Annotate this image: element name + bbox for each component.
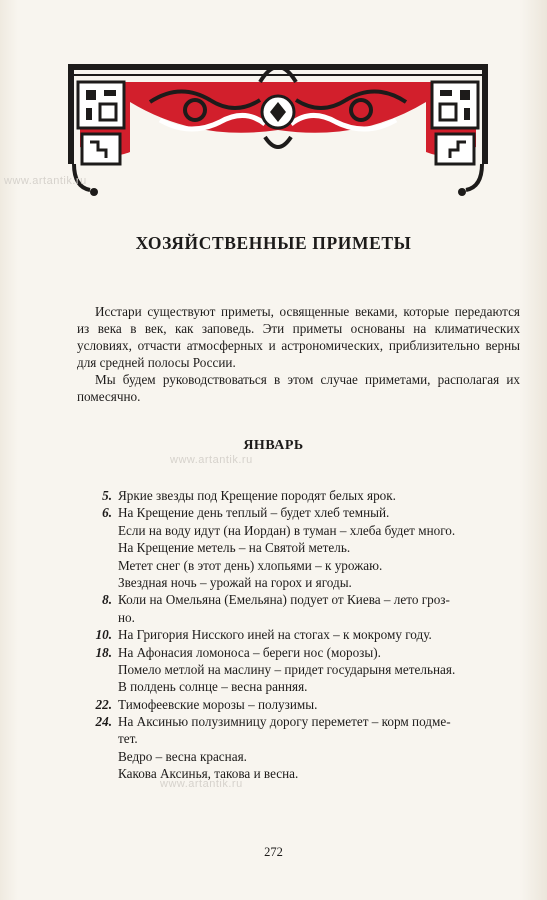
day-number: 6. (102, 505, 112, 521)
list-item (80, 626, 522, 643)
page-number: 272 (264, 845, 283, 859)
omen-text: Если на воду идут (на Иордан) в туман – хлеба будет много. (118, 522, 456, 538)
day-number (80, 748, 118, 765)
list-item (80, 713, 522, 730)
intro-paragraph: Мы будем руководствоваться в этом случае приметами, располагая их помесячно. (77, 372, 520, 404)
list-item (80, 609, 522, 626)
omen-text: На Аксинью полузимницу дорогу переметет – корм подме- (118, 714, 451, 730)
omen-text: В полдень солнце – весна ранняя. (118, 679, 308, 695)
watermark: www.artantik.ru (170, 454, 253, 466)
day-number (80, 557, 118, 574)
list-item (80, 644, 522, 661)
day-number (80, 539, 118, 556)
month-heading: ЯНВАРЬ (243, 438, 304, 453)
omen-text: На Афонасия ломоноса – береги нос (морозы). (118, 644, 381, 660)
omen-text: На Крещение день теплый – будет хлеб темный. (118, 505, 390, 521)
list-item (80, 557, 522, 574)
omen-text: Метет снег (в этот день) хлопьями – к урожаю. (118, 557, 383, 573)
day-number: 8. (102, 592, 112, 608)
list-item (80, 487, 522, 504)
day-number (80, 678, 118, 695)
omen-text: Яркие звезды под Крещение породят белых ярок. (118, 488, 396, 503)
omen-text: Помело метлой на маслину – придет государыня метельная. (118, 661, 456, 677)
day-number (80, 574, 118, 591)
day-number: 24. (95, 714, 112, 730)
list-item (80, 591, 522, 608)
day-number (80, 765, 118, 782)
intro-text (77, 303, 520, 405)
day-number: 18. (95, 644, 112, 660)
omen-text: но. (118, 609, 135, 625)
list-item (80, 678, 522, 695)
day-number: 5. (102, 488, 112, 503)
list-item (80, 730, 522, 747)
day-number (80, 609, 118, 626)
watermark: www.artantik.ru (160, 778, 243, 790)
day-number: 10. (95, 627, 112, 643)
page-title: ХОЗЯЙСТВЕННЫЕ ПРИМЕТЫ (135, 233, 412, 253)
omen-text: тет. (118, 731, 138, 747)
list-item (80, 696, 522, 713)
omen-text: Какова Аксинья, такова и весна. (118, 766, 299, 782)
omen-text: Ведро – весна красная. (118, 748, 247, 764)
list-item (80, 765, 522, 782)
watermark: www.artantik.ru (4, 175, 87, 187)
decorative-ornament-header (60, 42, 496, 202)
day-number: 22. (95, 696, 112, 712)
list-item (80, 504, 522, 521)
omen-text: Тимофеевские морозы – полузимы. (118, 696, 318, 712)
omen-text: Коли на Омельяна (Емельяна) подует от Киева – лето гроз- (118, 592, 450, 608)
omens-list (80, 487, 522, 783)
list-item (80, 748, 522, 765)
day-number (80, 522, 118, 539)
day-number (80, 661, 118, 678)
omen-text: На Григория Нисского иней на стогах – к мокрому году. (118, 627, 432, 643)
day-number (80, 730, 118, 747)
intro-paragraph: Исстари существуют приметы, освященные веками, которые передаются из века в век, как заповедь. Эти приметы основаны на климатических условиях, отчасти атмосферных и астрономических, приблизительно верны для средней полосы России. (77, 304, 520, 370)
omen-text: На Крещение метель – на Святой метель. (118, 540, 351, 556)
list-item (80, 661, 522, 678)
list-item (80, 539, 522, 556)
list-item (80, 522, 522, 539)
list-item (80, 574, 522, 591)
omen-text: Звездная ночь – урожай на горох и ягоды. (118, 574, 352, 590)
